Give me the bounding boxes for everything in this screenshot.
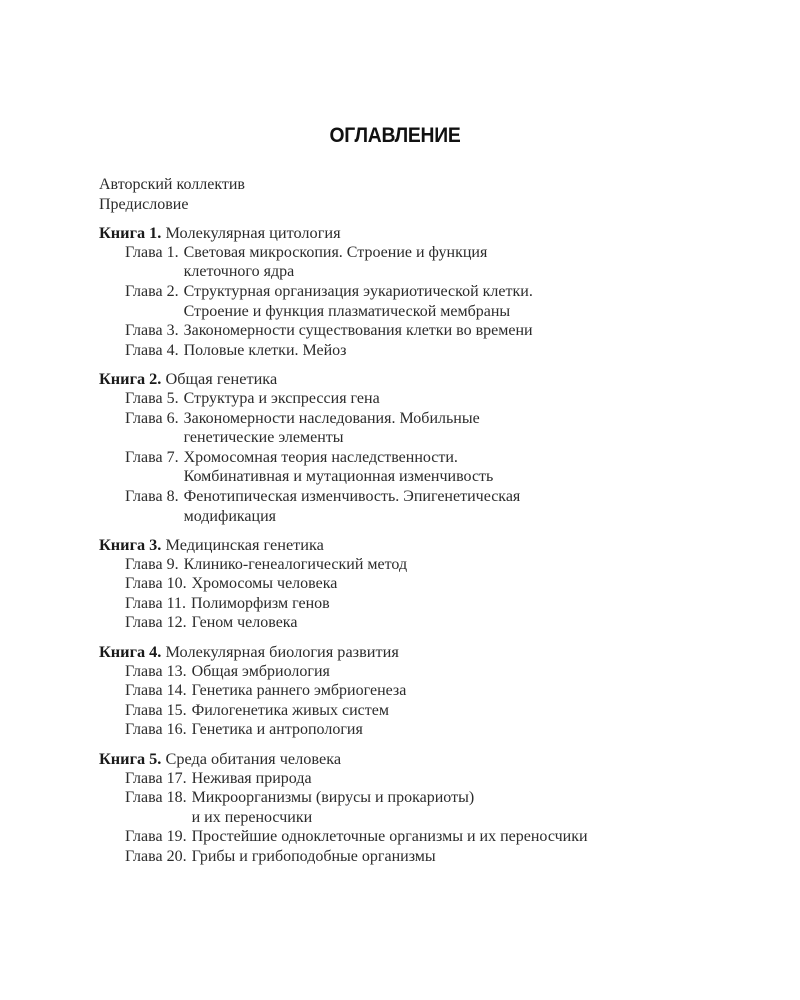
chapter-title-line: Общая эмбриология (191, 662, 330, 680)
chapter-label: Глава 14. (125, 682, 187, 700)
chapter-title-line: Хромосомная теория наследственности. (183, 448, 458, 466)
chapter-label: Глава 12. (125, 614, 187, 632)
chapter-label: Глава 8. (125, 487, 179, 505)
toc-entry-preface[interactable]: Предисловие (99, 195, 189, 213)
chapter-label: Глава 10. (125, 575, 187, 593)
toc-chapter[interactable] (99, 788, 719, 827)
chapter-title-line: Хромосомы человека (191, 575, 338, 593)
chapter-label: Глава 9. (125, 555, 179, 573)
chapter-label: Глава 3. (125, 322, 179, 340)
toc-chapter[interactable] (99, 594, 719, 614)
chapter-title-line: Фенотипическая изменчивость. Эпигенетическая (183, 487, 521, 505)
book-title: Общая генетика (165, 369, 278, 389)
chapter-label: Глава 16. (125, 721, 187, 739)
chapter-title-line: Структура и экспрессия гена (183, 389, 380, 407)
toc-chapter[interactable] (99, 487, 719, 526)
toc-chapter[interactable] (99, 720, 719, 740)
chapter-title-line: Простейшие одноклеточные организмы и их переносчики (191, 828, 588, 846)
chapter-title-line: Половые клетки. Мейоз (183, 341, 347, 359)
chapter-label: Глава 18. (125, 789, 187, 807)
chapter-title-line: Клинико-генеалогический метод (183, 555, 408, 573)
toc-chapter[interactable] (99, 847, 719, 867)
toc-chapter[interactable] (99, 555, 719, 575)
chapter-label: Глава 15. (125, 701, 187, 719)
toc-book-3 (99, 535, 719, 633)
books-list (99, 223, 719, 866)
chapter-title (192, 720, 363, 740)
chapter-title-line: Микроорганизмы (вирусы и прокариоты) (191, 789, 475, 807)
toc-book-2 (99, 369, 719, 526)
chapter-label: Глава 19. (125, 828, 187, 846)
book-heading[interactable] (99, 223, 719, 243)
toc-chapter[interactable] (99, 409, 719, 448)
book-heading[interactable] (99, 535, 719, 555)
chapter-title-line: Закономерности наследования. Мобильные (183, 409, 480, 427)
chapter-label: Глава 17. (125, 769, 187, 787)
chapter-title-line: Структурная организация эукариотической клетки. (183, 282, 533, 300)
chapter-title-line: генетические элементы (183, 429, 344, 447)
chapter-title-line: модификация (183, 507, 276, 525)
chapter-label: Глава 1. (125, 243, 179, 261)
toc-chapter[interactable] (99, 282, 719, 321)
chapter-title-line: Филогенетика живых систем (191, 701, 389, 719)
toc-chapter[interactable] (99, 448, 719, 487)
chapter-title-line: Генетика и антропология (191, 721, 363, 739)
toc-chapter[interactable] (99, 681, 719, 701)
table-of-contents (99, 175, 719, 867)
toc-chapter[interactable] (99, 389, 719, 409)
chapter-title (184, 321, 533, 341)
book-title: Молекулярная биология развития (165, 642, 399, 662)
chapter-title (184, 409, 480, 448)
book-title: Среда обитания человека (165, 749, 342, 769)
chapter-title-line: Комбинативная и мутационная изменчивость (183, 468, 494, 486)
chapter-title (192, 847, 436, 867)
book-title: Молекулярная цитология (165, 223, 341, 243)
toc-chapter[interactable] (99, 701, 719, 721)
chapter-title-line: Неживая природа (191, 769, 312, 787)
chapter-title-line: Строение и функция плазматической мембраны (183, 302, 511, 320)
chapter-title (192, 613, 298, 633)
book-label: Книга 3. (99, 535, 162, 555)
toc-chapter[interactable] (99, 827, 719, 847)
toc-chapter[interactable] (99, 321, 719, 341)
chapter-title-line: и их переносчики (191, 808, 313, 826)
chapter-label: Глава 6. (125, 409, 179, 427)
book-heading[interactable] (99, 642, 719, 662)
toc-chapter[interactable] (99, 769, 719, 789)
chapter-title-line: Закономерности существования клетки во времени (183, 322, 533, 340)
chapter-title-line: Грибы и грибоподобные организмы (191, 848, 436, 865)
page-title: ОГЛАВЛЕНИЕ (329, 124, 461, 147)
chapter-label: Глава 11. (125, 594, 186, 612)
chapter-title (192, 681, 407, 701)
chapter-title-line: Световая микроскопия. Строение и функция (183, 243, 488, 261)
chapter-title (184, 448, 494, 487)
chapter-label: Глава 13. (125, 662, 187, 680)
book-label: Книга 5. (99, 749, 162, 769)
chapter-title (192, 769, 312, 789)
chapter-title (192, 701, 389, 721)
chapter-title-line: Генетика раннего эмбриогенеза (191, 682, 407, 700)
chapter-label: Глава 4. (125, 341, 179, 359)
chapter-title-line: Полиморфизм генов (190, 594, 330, 612)
chapter-title (184, 282, 533, 321)
chapter-title (192, 788, 475, 827)
chapter-title (184, 341, 347, 361)
book-heading[interactable] (99, 369, 719, 389)
chapter-label: Глава 20. (125, 848, 187, 865)
toc-chapter[interactable] (99, 662, 719, 682)
toc-entry-authors[interactable]: Авторский коллектив (99, 176, 245, 193)
book-title: Медицинская генетика (165, 535, 324, 555)
toc-chapter[interactable] (99, 243, 719, 282)
chapter-title-line: клеточного ядра (183, 263, 295, 281)
toc-book-4 (99, 642, 719, 740)
chapter-title-line: Геном человека (191, 614, 298, 632)
chapter-label: Глава 7. (125, 448, 179, 466)
book-label: Книга 2. (99, 369, 162, 389)
toc-book-1 (99, 223, 719, 360)
chapter-label: Глава 2. (125, 282, 179, 300)
chapter-title (191, 594, 330, 614)
chapter-title (184, 389, 380, 409)
toc-chapter[interactable] (99, 613, 719, 633)
chapter-title (184, 243, 488, 282)
toc-book-5 (99, 749, 719, 867)
book-label: Книга 4. (99, 642, 162, 662)
toc-chapter[interactable] (99, 341, 719, 361)
chapter-title (184, 487, 521, 526)
toc-chapter[interactable] (99, 574, 719, 594)
chapter-title (192, 574, 338, 594)
chapter-title (192, 662, 330, 682)
chapter-title (184, 555, 408, 575)
intro-section (99, 175, 719, 214)
chapter-title (192, 827, 588, 847)
book-heading[interactable] (99, 749, 719, 769)
chapter-label: Глава 5. (125, 389, 179, 407)
book-label: Книга 1. (99, 223, 162, 243)
